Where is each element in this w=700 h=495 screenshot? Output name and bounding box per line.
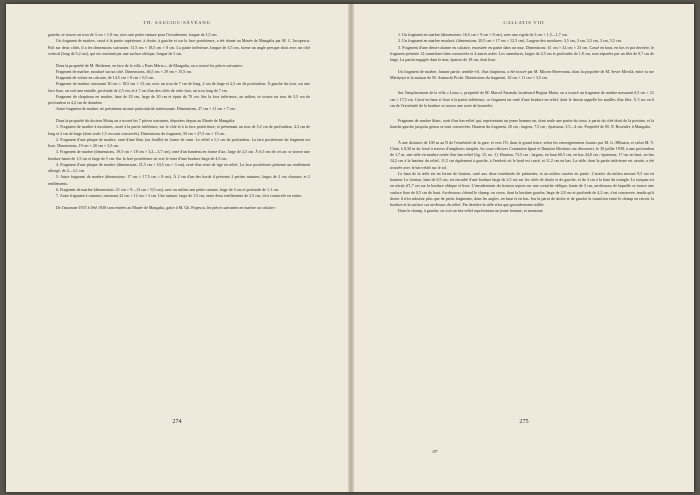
running-header: TH. SAUCIUC-SĂVEANU: [143, 20, 211, 25]
paragraph: Un fragment de marbre, cassé à la partie supérieure, à droite, à gauche et sur la face postérieure, a été donné au Musée de Mangalia par M. C. Iacopescu. Poli sur deux côtés, il a les dimensions suivantes: 11,5 cm × 18,5 cm × 8 cm. La partie inférieure, longue de 3,5 cm, forme un angle presque droit avec un côté vertical (long de 5,2 cm), qui est continué par une surface oblique, longue de 3 cm.: [48, 38, 310, 56]
paragraph: 2. Fragment d'une plaque de marbre, orné d'une fleur (ou feuille) en forme de cœur. Le relief a 1,1 cm de profondeur. La face postérieure du fragment est lisse. Dimensions, 19 cm × 20 cm × 3,5 cm.: [48, 136, 310, 149]
paragraph-spacer: [390, 81, 654, 90]
paragraph: Un fragment de marbre, faisant partie, semble-t-il, d'un chapiteau, a été trouvé par M. Mircea Hereveanu, dans la propriété de M. Sever Movilă, entre la rue Mărășești et la maison de M. Asimachi Profit. Dimensions du fragment, 10 cm × 11 cm × 3,5 cm.: [390, 68, 654, 81]
page-number: 275: [519, 418, 529, 425]
paragraph: Sur l'emplacement de la villa « Lotus », propriété de M. Marcel Faranda, boulevard Regina Maria, on a trouvé un fragment de marbre mesurant 6,5 cm × 21 cm × 17,5 cm. Cassé en haut et lisse à la partie inférieure, ce fragment est orné d'une bordure en relief, dont le dessin rappelle les mailles d'un filet. À 5 cm ou 6 cm de l'extrémité de la bordure se trouve une sorte de bourrelet.: [390, 90, 654, 108]
paragraph: Dans le champ, à gauche, on voit un bas-relief représentant un jeune homme, et mesurant: [398, 208, 543, 214]
paragraph: 6. Fragment de marbre (dimensions: 21 cm × 9—13 cm × 9,5 cm), avec au milieu une petite rainure, large de 4 cm et profonde de 1,1 cm.: [56, 186, 280, 192]
paragraph: 1. Fragment de marbre à moulures, cassé à la partie inférieure, sur le côté et à la face postérieure, et présentant un trou de 5,2 cm de profondeur, 4,3 cm de long et 2 cm de large (dont seuls 1,5 cm sont conservés). Dimensions du fragment, 30 cm × 27,5 cm × 15 cm.: [48, 124, 310, 136]
paragraph: 3. Fragment d'une demi-colonne en calcaire, encastrée en partie dans un mur. Dimensions: 41 cm × 32 cm × 23 cm. Cassé en haut, en bas et par derrière, le fragment présente 12 cannelures bien conservées et 4 autres usées. Les cannelures, larges de 2,5 cm et profondes de 1,8 cm, sont séparées par un filet de 0,7 cm de large. La partie engagée dans le mur, épaisse de 19 cm, était lisse.: [390, 44, 654, 62]
paragraph: 3. Fragment de marbre (dimensions, 19,5 cm × 18 cm × 3,2—3,7 cm), orné d'un bandeau en forme d'arc, large de 2,5 cm. À 6,5 cm de cet arc se trouve une bordure haute de 1,5 cm et large de 5 cm. Sur la face postérieure on voit le reste d'une bordure large de 4,5 cm.: [48, 149, 310, 161]
paragraph: 2. Un fragment en marbre mouluré, (dimensions: 20,5 cm × 17 cm × 12,5 cm). Largeur des moulures: 3,5 cm, 3 cm, 5,5 cm, 3 cm, 5,5 cm.: [398, 38, 622, 44]
page-body: [48, 32, 310, 211]
paragraph: Fragment de marbre blanc, orné d'un bas-relief qui, représentant un jeune homme nu, dont seule une partie du torse, à partir du côté droit de la poitrine, et la hanche gauche jusqu'au genou se sont conservées. Hauteur du fragment, 20 cm ; largeur, 7,5 cm ; épaisseur, 3,5—4 cm. Propriété de M. N. Rosenlet, à Mangalia.: [390, 118, 654, 130]
paragraph: Fragment de marbre, mesurant 30 cm × 18,5 cm × 13 cm, avec un trou de 7 cm de long, 2 cm de large et 2,5 cm de profondeur. À gauche du trou, sur une face lisse, on voit une entaille, profonde de 2,5 cm, et à 7 cm d'un des côtés de cette face, un trou long de 7 cm.: [48, 81, 310, 93]
paragraph: 7. Autre fragment à rainures, mesurant 22 cm × 12 cm × 3 cm. Une rainure, large de 1,5 cm, entre deux renflements de 2,5 cm, s'est conservée en entier.: [56, 193, 302, 199]
paragraph-spacer: [390, 109, 654, 118]
paragraph: Fragment de chapiteau en marbre, haut de 20 cm, large de 30 cm et épais de 70 cm. Sur la face inférieure, au milieu, se trouve un trou de 3,5 cm de profondeur et 4,2 cm de diamètre.: [48, 93, 310, 106]
paragraph: Dans la propriété du docteur Motaș on a trouvé les 7 pièces suivantes, déposées depuis au Musée de Mangalia:: [56, 118, 236, 124]
paragraph: À une distance de 100 m au N de l'extrémité de la gare, et vers l'O, dans le grand tertre, selon les renseignements fournis par M. G. Hîlmaru, et selon M. V. Clain, à 8,30 m du fossé à travers d'amphores simples, les sous-officiers Constantin Ignat et Dumitru Bivolaru ont découvert, le 30 juillet 1938, à une profondeur de 1,7 m, une stèle en marbre ornée d'un bas-relief (fig. 15, no. 1). Hauteur, 73,5 cm ; largeur, en haut 60,5 cm, en bas 44,8 cm ; épaisseur, 17 cm en haut, en bas 14,2 cm à la hauteur du relief, 11,5 cm également à gauche, à l'endroit où le bord est cassé, et 11,2 cm en bas. La stèle, dont la partie inférieure est cassée, a été trouvée avec le bas-relief sur le sol.: [390, 139, 654, 170]
paragraph: 1. Un fragment en marbre (dimensions: 16,5 cm × 9 cm × 8 cm), avec une rigole de 3 cm × 1,5—1,7 cm.: [398, 32, 568, 37]
paragraph: 5. Autre fragment de marbre (dimensions: 17 cm × 17,5 cm × 8 cm). À 2 cm d'un des bords il présente 2 petites rainures, larges de 2 cm chacune, et 2 renflements.: [48, 174, 310, 186]
right-page: [354, 4, 694, 492]
left-page: [6, 4, 348, 492]
paragraph-spacer: [390, 131, 654, 140]
paragraph: Fragment de marbre, mouluré sur un côté. Dimensions, 46,5 cm × 29 cm × 15,5 cm.: [56, 68, 193, 74]
page-number: 274: [172, 418, 182, 425]
paragraph: 4. Fragment d'une plaque de marbre (dimensions, 21,5 cm × 10,5 cm × 3 cm), orné d'un reste de tige en relief. La face postérieure présente un renflement allongé, de 2—3,1 cm.: [48, 161, 310, 174]
paragraph: De l'automne 1937 à l'été 1938 sont entrées au Musée de Mangalia, grâce à M. Gh. Popescu, les pièces suivantes en marbre ou calcaire:: [56, 205, 276, 211]
paragraph: gauche, se trouve un trou de 3 cm × 1,8 cm, avec une petite rainure pour l'écoulement, longue de 1,5 cm.: [48, 32, 218, 37]
paragraph: Fragment de volute en calcaire, de 14,5 cm × 8 cm × 6,5 cm.: [56, 75, 155, 81]
page-body: [390, 32, 654, 215]
book-spread: [6, 4, 694, 492]
paragraph: Le haut de la stèle est en forme de fronton, orné aux deux extrémités de palmettes, et au milieu cassées en partie. L'arrière du milieu mesure 9,5 cm en hauteur. Le fronton, haut de 6,5 cm, est encadré d'une bordure large de 2,5 cm sur les côtés de droite et de gauche, et de 4 cm à la base du triangle. Le tympan est en retrait d'1,7 cm sur la bordure oblique et lisse. L'encadrement du fronton repose sur une corniche oblique, haute de 3 cm, au-dessous de laquelle se trouve une surface lisse de 0,5 cm de haut. Au-dessous s'étend le champ, en creux, dont la bordure gauche, large de 2,8 cm et profonde de 4,2 cm, s'est conservée, tandis qu'à droite il n'en subsiste plus que de petits fragments, dans les angles, en haut et en bas. Sur la paroi de droite et de gauche la transition entre le champ en retrait, la bordure et la surface sur au-dessus du relief. Par derrière la stèle n'est que grossièrement taillée.: [390, 170, 654, 208]
signature-mark: 18*: [432, 450, 438, 454]
paragraph: Autre fragment de marbre, ne présentant aucune particularité intéressante. Dimensions, 27 cm × 11 cm × 7 cm.: [56, 106, 236, 112]
paragraph: Dans la propriété de M. Riedesen, en face de la villa « Paris Măria », de Mangalia, on a trouvé les pièces suivantes:: [56, 62, 243, 68]
running-header: CALLATIS VIII: [503, 20, 545, 25]
